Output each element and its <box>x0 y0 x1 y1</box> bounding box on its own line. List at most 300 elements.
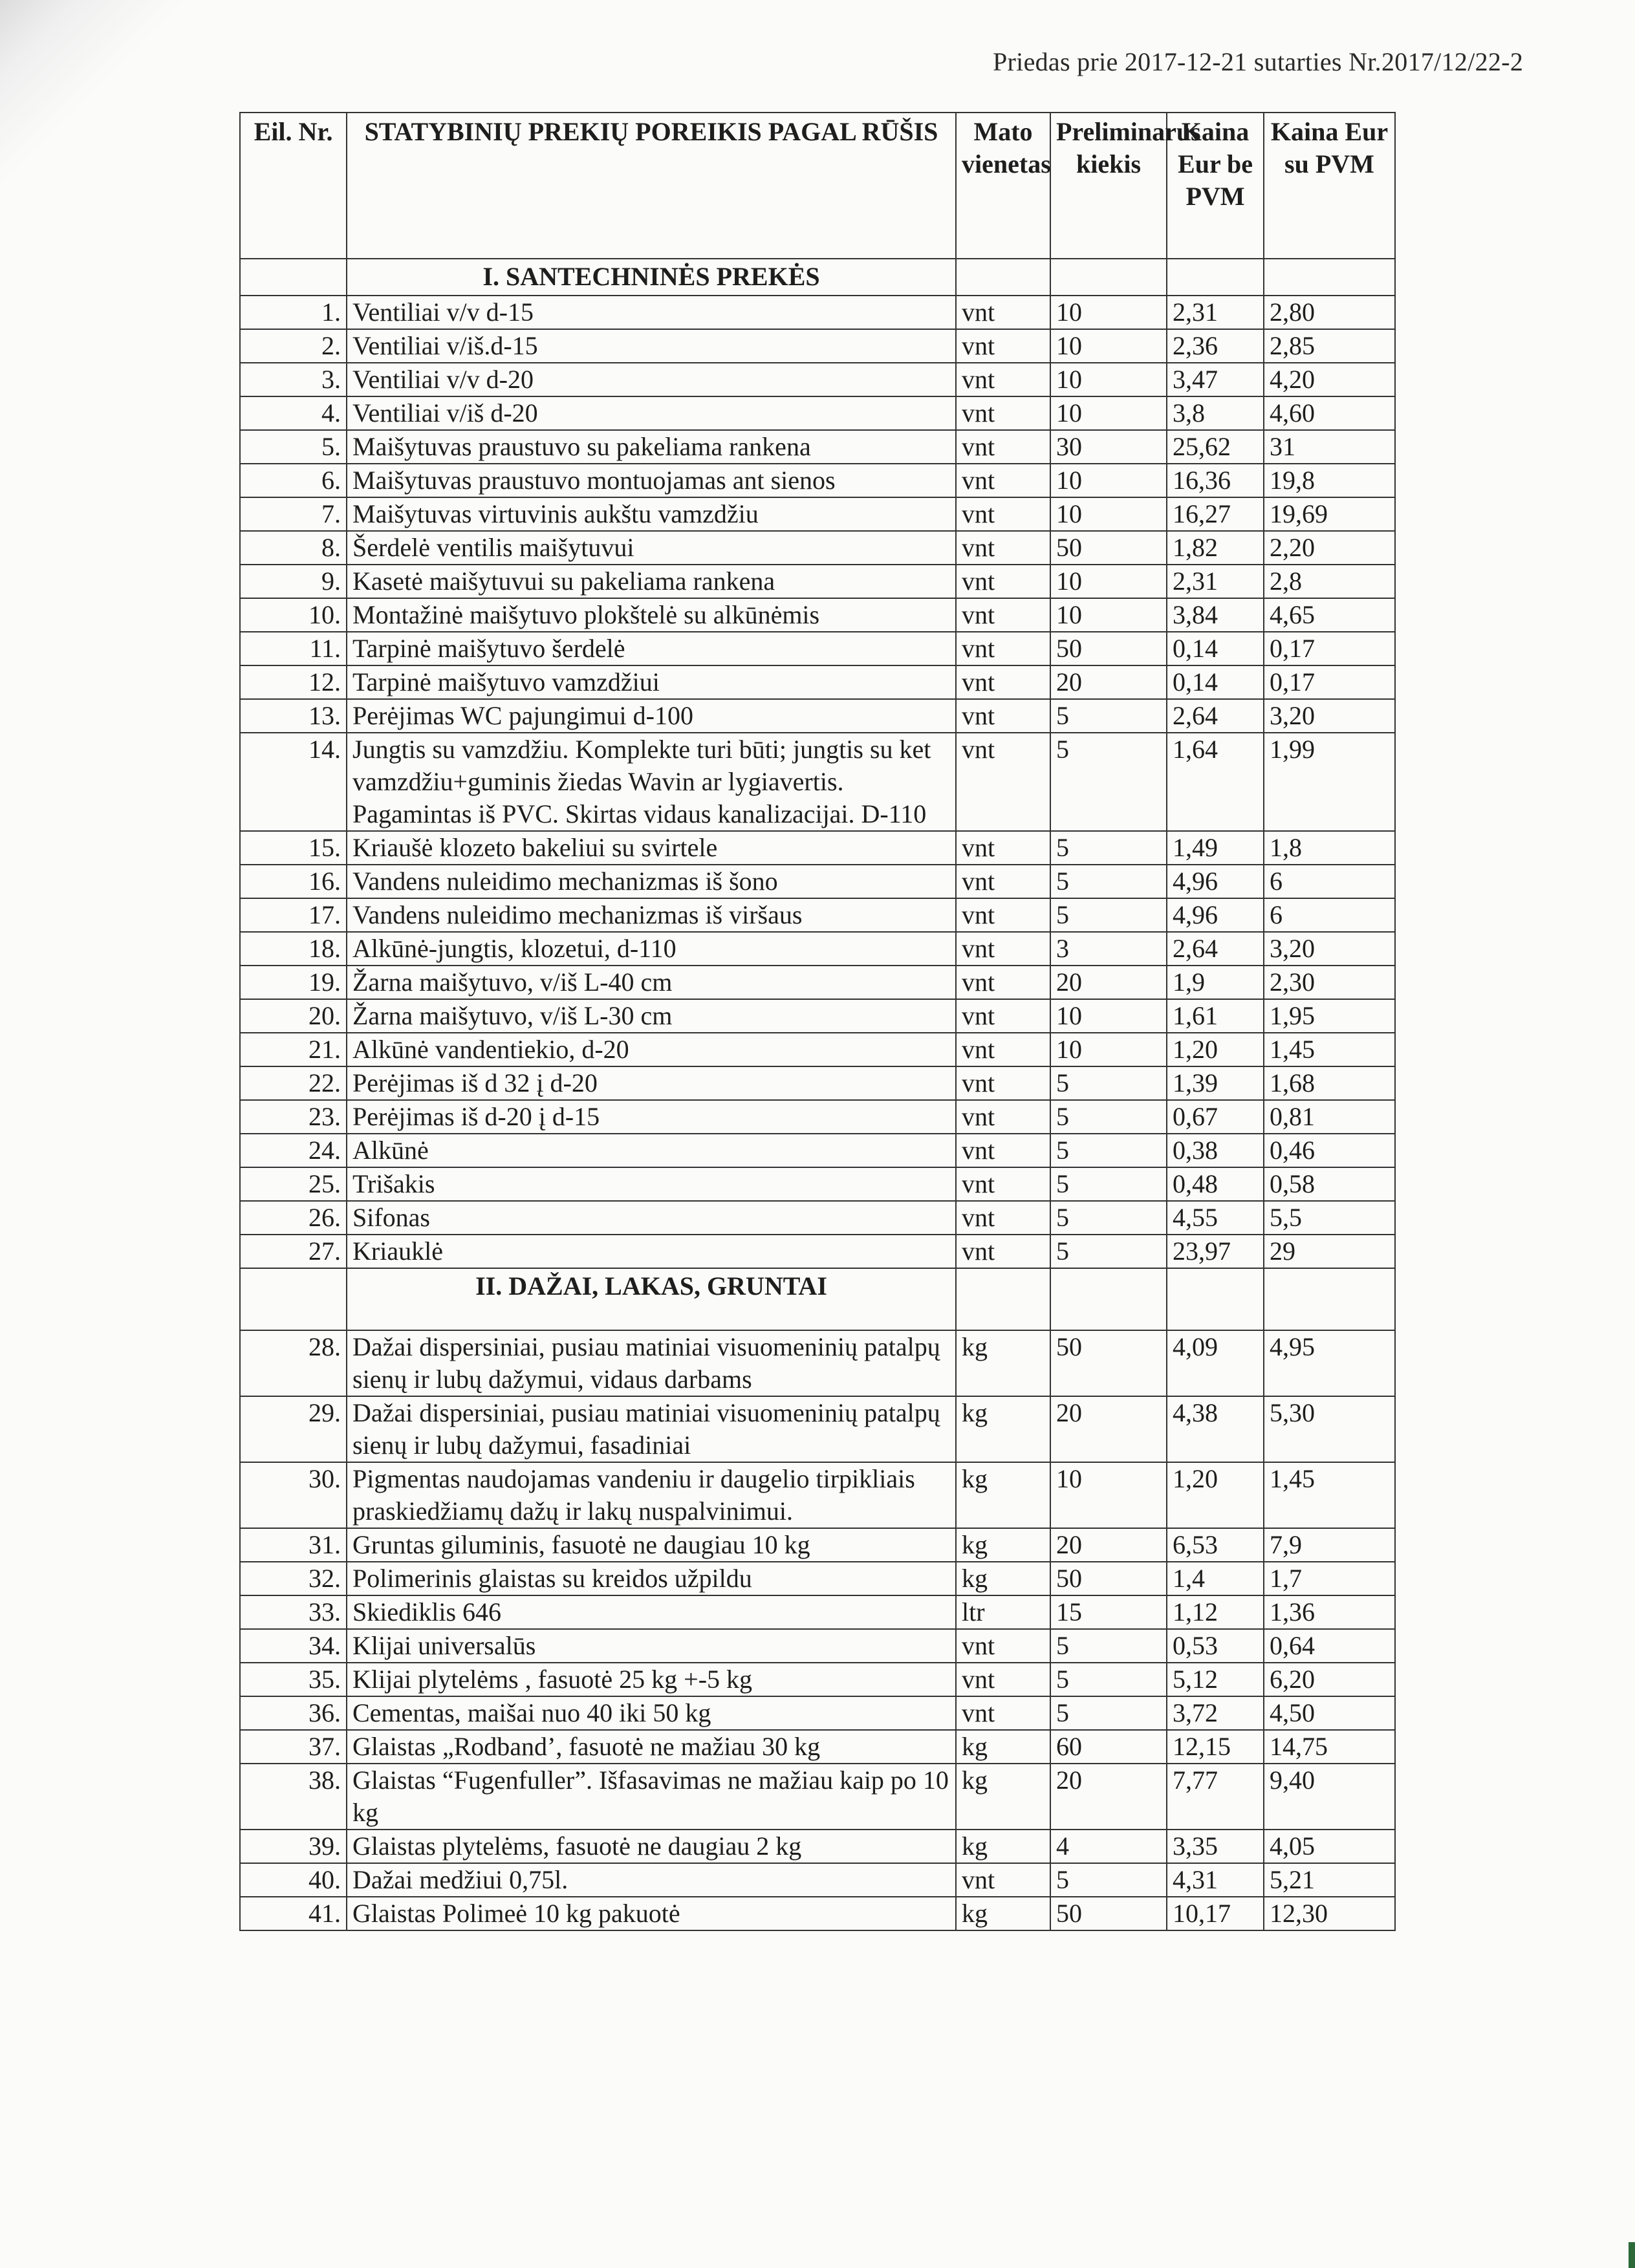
table-row <box>240 598 1395 632</box>
table-row <box>240 1663 1395 1696</box>
item-name: Sifonas <box>347 1201 956 1235</box>
item-name: Tarpinė maišytuvo šerdelė <box>347 632 956 665</box>
item-unit: vnt <box>956 898 1050 932</box>
price-with-vat: 0,81 <box>1264 1100 1395 1134</box>
section-row <box>240 1268 1395 1330</box>
table-body <box>240 259 1395 1930</box>
price-without-vat: 25,62 <box>1167 430 1264 464</box>
item-unit: vnt <box>956 1033 1050 1066</box>
table-row <box>240 1830 1395 1863</box>
item-unit: vnt <box>956 565 1050 598</box>
price-without-vat: 0,38 <box>1167 1134 1264 1167</box>
item-quantity: 5 <box>1050 733 1167 831</box>
price-with-vat: 4,05 <box>1264 1830 1395 1863</box>
price-with-vat: 4,60 <box>1264 396 1395 430</box>
table-row <box>240 363 1395 396</box>
annex-reference: Priedas prie 2017-12-21 sutarties Nr.2017/12/22-2 <box>993 47 1524 76</box>
row-number: 13. <box>240 699 347 733</box>
item-quantity: 10 <box>1050 329 1167 363</box>
item-unit: kg <box>956 1528 1050 1562</box>
price-without-vat: 2,31 <box>1167 565 1264 598</box>
row-number: 18. <box>240 932 347 966</box>
price-with-vat: 4,95 <box>1264 1330 1395 1396</box>
item-name: Polimerinis glaistas su kreidos užpildu <box>347 1562 956 1595</box>
item-quantity: 5 <box>1050 1134 1167 1167</box>
price-with-vat: 6 <box>1264 865 1395 898</box>
price-with-vat: 9,40 <box>1264 1764 1395 1830</box>
row-number: 34. <box>240 1629 347 1663</box>
item-quantity: 3 <box>1050 932 1167 966</box>
price-without-vat: 3,8 <box>1167 396 1264 430</box>
empty-cell <box>1167 1268 1264 1330</box>
item-name: Glaistas Polimeė 10 kg pakuotė <box>347 1897 956 1930</box>
price-without-vat: 4,09 <box>1167 1330 1264 1396</box>
item-unit: vnt <box>956 1100 1050 1134</box>
item-name: Montažinė maišytuvo plokštelė su alkūnėmis <box>347 598 956 632</box>
item-unit: vnt <box>956 329 1050 363</box>
empty-cell <box>240 259 347 296</box>
item-name: Alkūnė <box>347 1134 956 1167</box>
row-number: 10. <box>240 598 347 632</box>
item-name: Klijai plytelėms , fasuotė 25 kg +-5 kg <box>347 1663 956 1696</box>
scan-edge-shadow <box>0 0 207 414</box>
item-unit: vnt <box>956 1863 1050 1897</box>
item-quantity: 10 <box>1050 363 1167 396</box>
item-unit: vnt <box>956 396 1050 430</box>
table-row <box>240 1730 1395 1764</box>
table-row <box>240 1235 1395 1268</box>
item-name: Ventiliai v/v d-20 <box>347 363 956 396</box>
price-with-vat: 3,20 <box>1264 932 1395 966</box>
table-row <box>240 999 1395 1033</box>
price-without-vat: 0,14 <box>1167 665 1264 699</box>
price-with-vat: 2,85 <box>1264 329 1395 363</box>
price-without-vat: 1,64 <box>1167 733 1264 831</box>
scan-edge-mark <box>1629 2242 1635 2268</box>
row-number: 9. <box>240 565 347 598</box>
table-row <box>240 296 1395 329</box>
price-with-vat: 2,80 <box>1264 296 1395 329</box>
item-quantity: 10 <box>1050 1033 1167 1066</box>
table-row <box>240 430 1395 464</box>
item-unit: kg <box>956 1462 1050 1528</box>
table-row <box>240 966 1395 999</box>
item-unit: vnt <box>956 363 1050 396</box>
row-number: 12. <box>240 665 347 699</box>
item-unit: vnt <box>956 831 1050 865</box>
table-row <box>240 1100 1395 1134</box>
price-with-vat: 19,69 <box>1264 497 1395 531</box>
item-name: Maišytuvas praustuvo montuojamas ant sienos <box>347 464 956 497</box>
item-name: Kriaušė klozeto bakeliui su svirtele <box>347 831 956 865</box>
item-unit: vnt <box>956 1696 1050 1730</box>
price-with-vat: 2,20 <box>1264 531 1395 565</box>
item-unit: vnt <box>956 1629 1050 1663</box>
row-number: 19. <box>240 966 347 999</box>
item-quantity: 5 <box>1050 1696 1167 1730</box>
item-quantity: 4 <box>1050 1830 1167 1863</box>
item-unit: vnt <box>956 1134 1050 1167</box>
item-name: Perėjimas WC pajungimui d-100 <box>347 699 956 733</box>
row-number: 37. <box>240 1730 347 1764</box>
table-header-row <box>240 113 1395 259</box>
table-row <box>240 665 1395 699</box>
item-name: Ventiliai v/v d-15 <box>347 296 956 329</box>
item-unit: kg <box>956 1396 1050 1462</box>
item-name: Pigmentas naudojamas vandeniu ir daugelio tirpikliais praskiedžiamų dažų ir lakų nuspalvinimui. <box>347 1462 956 1528</box>
table-row <box>240 531 1395 565</box>
price-with-vat: 12,30 <box>1264 1897 1395 1930</box>
section-row <box>240 259 1395 296</box>
item-unit: kg <box>956 1730 1050 1764</box>
row-number: 17. <box>240 898 347 932</box>
price-with-vat: 5,5 <box>1264 1201 1395 1235</box>
item-quantity: 30 <box>1050 430 1167 464</box>
section-title: II. DAŽAI, LAKAS, GRUNTAI <box>347 1268 956 1330</box>
price-with-vat: 19,8 <box>1264 464 1395 497</box>
price-with-vat: 0,46 <box>1264 1134 1395 1167</box>
item-quantity: 10 <box>1050 296 1167 329</box>
table-row <box>240 396 1395 430</box>
item-unit: vnt <box>956 1201 1050 1235</box>
item-quantity: 10 <box>1050 565 1167 598</box>
table-row <box>240 1595 1395 1629</box>
row-number: 40. <box>240 1863 347 1897</box>
table-row <box>240 632 1395 665</box>
item-unit: vnt <box>956 296 1050 329</box>
row-number: 25. <box>240 1167 347 1201</box>
item-quantity: 20 <box>1050 665 1167 699</box>
row-number: 26. <box>240 1201 347 1235</box>
price-without-vat: 5,12 <box>1167 1663 1264 1696</box>
price-with-vat: 2,8 <box>1264 565 1395 598</box>
row-number: 35. <box>240 1663 347 1696</box>
item-quantity: 5 <box>1050 1863 1167 1897</box>
item-unit: vnt <box>956 632 1050 665</box>
item-quantity: 5 <box>1050 865 1167 898</box>
table-row <box>240 464 1395 497</box>
item-unit: kg <box>956 1897 1050 1930</box>
row-number: 21. <box>240 1033 347 1066</box>
price-without-vat: 1,49 <box>1167 831 1264 865</box>
price-without-vat: 4,96 <box>1167 898 1264 932</box>
item-quantity: 50 <box>1050 531 1167 565</box>
item-quantity: 20 <box>1050 966 1167 999</box>
price-without-vat: 1,39 <box>1167 1066 1264 1100</box>
row-number: 1. <box>240 296 347 329</box>
item-unit: ltr <box>956 1595 1050 1629</box>
item-quantity: 10 <box>1050 999 1167 1033</box>
price-with-vat: 1,99 <box>1264 733 1395 831</box>
item-name: Skiediklis 646 <box>347 1595 956 1629</box>
item-quantity: 5 <box>1050 831 1167 865</box>
row-number: 14. <box>240 733 347 831</box>
row-number: 31. <box>240 1528 347 1562</box>
empty-cell <box>1167 259 1264 296</box>
item-quantity: 60 <box>1050 1730 1167 1764</box>
item-unit: vnt <box>956 699 1050 733</box>
price-without-vat: 2,64 <box>1167 699 1264 733</box>
item-unit: vnt <box>956 1167 1050 1201</box>
item-quantity: 5 <box>1050 1629 1167 1663</box>
price-with-vat: 1,95 <box>1264 999 1395 1033</box>
item-quantity: 5 <box>1050 898 1167 932</box>
item-unit: kg <box>956 1330 1050 1396</box>
row-number: 4. <box>240 396 347 430</box>
item-quantity: 10 <box>1050 1462 1167 1528</box>
row-number: 41. <box>240 1897 347 1930</box>
table-row <box>240 1396 1395 1462</box>
item-unit: kg <box>956 1830 1050 1863</box>
col-header-no: Eil. Nr. <box>240 113 347 259</box>
price-with-vat: 7,9 <box>1264 1528 1395 1562</box>
row-number: 27. <box>240 1235 347 1268</box>
item-name: Alkūnė vandentiekio, d-20 <box>347 1033 956 1066</box>
empty-cell <box>956 259 1050 296</box>
item-unit: kg <box>956 1562 1050 1595</box>
item-quantity: 50 <box>1050 632 1167 665</box>
price-without-vat: 3,84 <box>1167 598 1264 632</box>
item-name: Ventiliai v/iš d-20 <box>347 396 956 430</box>
item-quantity: 20 <box>1050 1764 1167 1830</box>
price-without-vat: 3,72 <box>1167 1696 1264 1730</box>
row-number: 22. <box>240 1066 347 1100</box>
item-unit: vnt <box>956 531 1050 565</box>
item-unit: vnt <box>956 1235 1050 1268</box>
price-with-vat: 6 <box>1264 898 1395 932</box>
empty-cell <box>1050 259 1167 296</box>
item-name: Klijai universalūs <box>347 1629 956 1663</box>
row-number: 23. <box>240 1100 347 1134</box>
price-with-vat: 6,20 <box>1264 1663 1395 1696</box>
item-name: Glaistas plytelėms, fasuotė ne daugiau 2 kg <box>347 1830 956 1863</box>
empty-cell <box>956 1268 1050 1330</box>
price-without-vat: 23,97 <box>1167 1235 1264 1268</box>
price-without-vat: 2,31 <box>1167 296 1264 329</box>
item-quantity: 10 <box>1050 464 1167 497</box>
row-number: 15. <box>240 831 347 865</box>
price-without-vat: 1,9 <box>1167 966 1264 999</box>
item-quantity: 50 <box>1050 1330 1167 1396</box>
price-without-vat: 1,20 <box>1167 1462 1264 1528</box>
item-name: Cementas, maišai nuo 40 iki 50 kg <box>347 1696 956 1730</box>
item-name: Žarna maišytuvo, v/iš L-30 cm <box>347 999 956 1033</box>
price-without-vat: 3,35 <box>1167 1830 1264 1863</box>
price-without-vat: 1,4 <box>1167 1562 1264 1595</box>
row-number: 3. <box>240 363 347 396</box>
item-name: Jungtis su vamzdžiu. Komplekte turi būti; jungtis su ket vamzdžiu+guminis žiedas Wavin ar lygiavertis. Pagamintas iš PVC. Skirtas vidaus kanalizacijai. D-110 <box>347 733 956 831</box>
item-unit: vnt <box>956 1066 1050 1100</box>
item-unit: vnt <box>956 497 1050 531</box>
item-unit: vnt <box>956 598 1050 632</box>
table-row <box>240 1330 1395 1396</box>
item-name: Vandens nuleidimo mechanizmas iš šono <box>347 865 956 898</box>
table-row <box>240 898 1395 932</box>
row-number: 29. <box>240 1396 347 1462</box>
item-unit: vnt <box>956 1663 1050 1696</box>
section-title: I. SANTECHNINĖS PREKĖS <box>347 259 956 296</box>
item-unit: vnt <box>956 665 1050 699</box>
price-without-vat: 1,20 <box>1167 1033 1264 1066</box>
row-number: 39. <box>240 1830 347 1863</box>
item-name: Ventiliai v/iš.d-15 <box>347 329 956 363</box>
item-quantity: 5 <box>1050 1167 1167 1201</box>
item-quantity: 20 <box>1050 1528 1167 1562</box>
item-quantity: 5 <box>1050 1066 1167 1100</box>
price-with-vat: 4,50 <box>1264 1696 1395 1730</box>
item-name: Maišytuvas virtuvinis aukštu vamzdžiu <box>347 497 956 531</box>
price-with-vat: 29 <box>1264 1235 1395 1268</box>
row-number: 8. <box>240 531 347 565</box>
table-row <box>240 1897 1395 1930</box>
price-without-vat: 4,55 <box>1167 1201 1264 1235</box>
price-without-vat: 10,17 <box>1167 1897 1264 1930</box>
item-name: Glaistas “Fugenfuller”. Išfasavimas ne mažiau kaip po 10 kg <box>347 1764 956 1830</box>
item-name: Tarpinė maišytuvo vamzdžiui <box>347 665 956 699</box>
row-number: 24. <box>240 1134 347 1167</box>
table-row <box>240 1696 1395 1730</box>
table-row <box>240 932 1395 966</box>
table-row <box>240 1066 1395 1100</box>
price-without-vat: 2,36 <box>1167 329 1264 363</box>
empty-cell <box>1264 1268 1395 1330</box>
row-number: 11. <box>240 632 347 665</box>
item-name: Dažai dispersiniai, pusiau matiniai visuomeninių patalpų sienų ir lubų dažymui, vidaus darbams <box>347 1330 956 1396</box>
table-row <box>240 565 1395 598</box>
price-without-vat: 0,48 <box>1167 1167 1264 1201</box>
row-number: 20. <box>240 999 347 1033</box>
price-without-vat: 0,67 <box>1167 1100 1264 1134</box>
table-row <box>240 865 1395 898</box>
item-quantity: 10 <box>1050 598 1167 632</box>
row-number: 36. <box>240 1696 347 1730</box>
price-with-vat: 0,17 <box>1264 632 1395 665</box>
table-row <box>240 329 1395 363</box>
item-unit: vnt <box>956 932 1050 966</box>
empty-cell <box>1264 259 1395 296</box>
price-without-vat: 2,64 <box>1167 932 1264 966</box>
price-without-vat: 12,15 <box>1167 1730 1264 1764</box>
empty-cell <box>240 1268 347 1330</box>
item-name: Vandens nuleidimo mechanizmas iš viršaus <box>347 898 956 932</box>
item-name: Perėjimas iš d 32 į d-20 <box>347 1066 956 1100</box>
table-row <box>240 1629 1395 1663</box>
price-with-vat: 1,45 <box>1264 1462 1395 1528</box>
item-name: Kriauklė <box>347 1235 956 1268</box>
table-row <box>240 1134 1395 1167</box>
price-without-vat: 1,12 <box>1167 1595 1264 1629</box>
item-unit: vnt <box>956 464 1050 497</box>
col-header-price-no-vat: Kaina Eur be PVM <box>1167 113 1264 259</box>
item-unit: vnt <box>956 430 1050 464</box>
price-without-vat: 16,36 <box>1167 464 1264 497</box>
price-without-vat: 6,53 <box>1167 1528 1264 1562</box>
price-with-vat: 1,68 <box>1264 1066 1395 1100</box>
item-name: Maišytuvas praustuvo su pakeliama rankena <box>347 430 956 464</box>
table-row <box>240 699 1395 733</box>
item-quantity: 5 <box>1050 699 1167 733</box>
price-with-vat: 1,7 <box>1264 1562 1395 1595</box>
goods-table <box>239 112 1396 1931</box>
item-name: Trišakis <box>347 1167 956 1201</box>
table-row <box>240 831 1395 865</box>
col-header-qty: Preliminarus kiekis <box>1050 113 1167 259</box>
item-quantity: 50 <box>1050 1562 1167 1595</box>
price-with-vat: 5,30 <box>1264 1396 1395 1462</box>
row-number: 6. <box>240 464 347 497</box>
item-quantity: 20 <box>1050 1396 1167 1462</box>
price-with-vat: 0,64 <box>1264 1629 1395 1663</box>
table-row <box>240 1764 1395 1830</box>
row-number: 2. <box>240 329 347 363</box>
table-row <box>240 497 1395 531</box>
item-unit: vnt <box>956 865 1050 898</box>
row-number: 38. <box>240 1764 347 1830</box>
item-name: Kasetė maišytuvui su pakeliama rankena <box>347 565 956 598</box>
item-name: Gruntas giluminis, fasuotė ne daugiau 10 kg <box>347 1528 956 1562</box>
item-name: Glaistas „Rodband’, fasuotė ne mažiau 30 kg <box>347 1730 956 1764</box>
item-name: Dažai dispersiniai, pusiau matiniai visuomeninių patalpų sienų ir lubų dažymui, fasadiniai <box>347 1396 956 1462</box>
row-number: 16. <box>240 865 347 898</box>
item-quantity: 10 <box>1050 497 1167 531</box>
item-unit: vnt <box>956 966 1050 999</box>
price-without-vat: 4,31 <box>1167 1863 1264 1897</box>
price-without-vat: 16,27 <box>1167 497 1264 531</box>
price-without-vat: 0,14 <box>1167 632 1264 665</box>
row-number: 32. <box>240 1562 347 1595</box>
item-quantity: 5 <box>1050 1663 1167 1696</box>
col-header-price-vat: Kaina Eur su PVM <box>1264 113 1395 259</box>
price-with-vat: 14,75 <box>1264 1730 1395 1764</box>
price-with-vat: 4,20 <box>1264 363 1395 396</box>
row-number: 7. <box>240 497 347 531</box>
item-quantity: 5 <box>1050 1100 1167 1134</box>
price-without-vat: 1,61 <box>1167 999 1264 1033</box>
price-without-vat: 7,77 <box>1167 1764 1264 1830</box>
table-row <box>240 1863 1395 1897</box>
item-name: Alkūnė-jungtis, klozetui, d-110 <box>347 932 956 966</box>
price-without-vat: 3,47 <box>1167 363 1264 396</box>
col-header-unit: Mato vienetas <box>956 113 1050 259</box>
price-without-vat: 4,96 <box>1167 865 1264 898</box>
item-name: Perėjimas iš d-20 į d-15 <box>347 1100 956 1134</box>
price-without-vat: 1,82 <box>1167 531 1264 565</box>
item-quantity: 5 <box>1050 1201 1167 1235</box>
row-number: 28. <box>240 1330 347 1396</box>
empty-cell <box>1050 1268 1167 1330</box>
row-number: 5. <box>240 430 347 464</box>
item-name: Dažai medžiui 0,75l. <box>347 1863 956 1897</box>
table-row <box>240 1167 1395 1201</box>
price-without-vat: 0,53 <box>1167 1629 1264 1663</box>
table-row <box>240 1528 1395 1562</box>
price-with-vat: 3,20 <box>1264 699 1395 733</box>
price-with-vat: 1,45 <box>1264 1033 1395 1066</box>
item-quantity: 10 <box>1050 396 1167 430</box>
item-name: Žarna maišytuvo, v/iš L-40 cm <box>347 966 956 999</box>
col-header-name: STATYBINIŲ PREKIŲ POREIKIS PAGAL RŪŠIS <box>347 113 956 259</box>
table-row <box>240 1562 1395 1595</box>
row-number: 33. <box>240 1595 347 1629</box>
item-name: Šerdelė ventilis maišytuvui <box>347 531 956 565</box>
price-with-vat: 2,30 <box>1264 966 1395 999</box>
item-unit: vnt <box>956 999 1050 1033</box>
table-row <box>240 1201 1395 1235</box>
price-with-vat: 4,65 <box>1264 598 1395 632</box>
price-with-vat: 1,36 <box>1264 1595 1395 1629</box>
item-quantity: 15 <box>1050 1595 1167 1629</box>
row-number: 30. <box>240 1462 347 1528</box>
